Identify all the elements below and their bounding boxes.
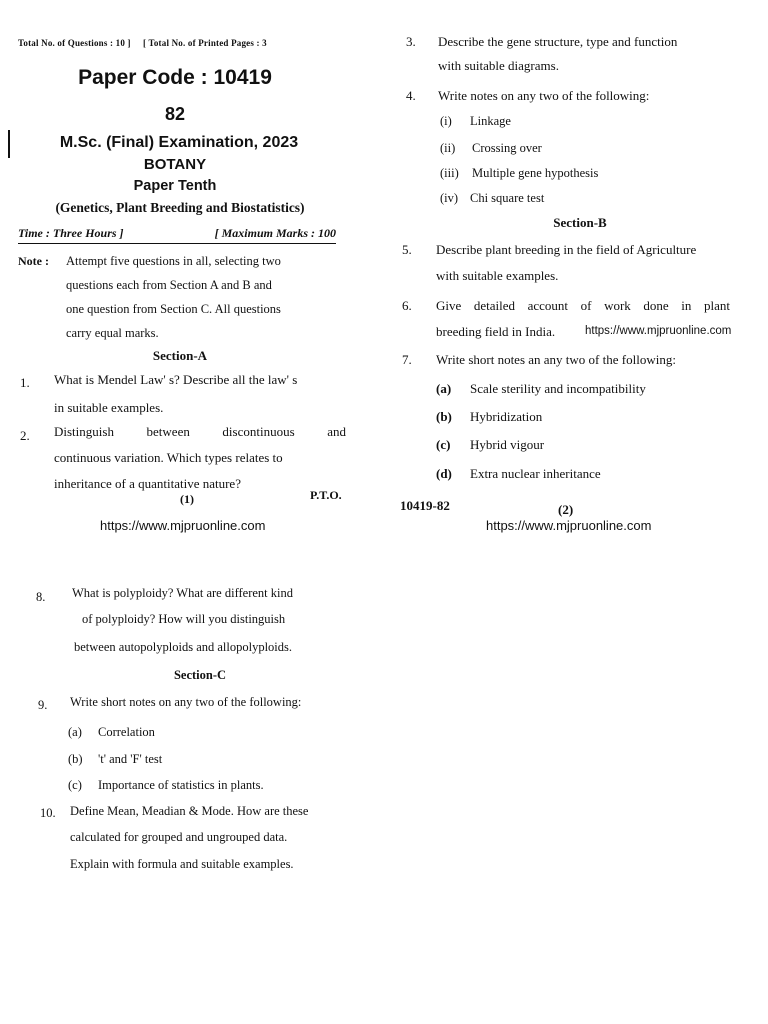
sub-item-label: (a) bbox=[436, 381, 452, 396]
question-10-line: Explain with formula and suitable examples. bbox=[70, 857, 294, 871]
margin-mark bbox=[8, 130, 10, 158]
sub-item-label: (c) bbox=[68, 778, 82, 792]
sub-item-label: (i) bbox=[440, 114, 452, 128]
note-line: one question from Section C. All questions bbox=[66, 302, 281, 316]
total-questions: Total No. of Questions : 10 ] bbox=[18, 38, 131, 48]
section-a-heading: Section-A bbox=[152, 348, 208, 363]
question-number: 9. bbox=[38, 698, 48, 712]
sub-item-text: Crossing over bbox=[472, 141, 542, 155]
question-1-line: in suitable examples. bbox=[54, 400, 164, 415]
question-7-text: Write short notes an any two of the following: bbox=[436, 352, 676, 367]
question-number: 1. bbox=[20, 375, 30, 390]
question-2-line: inheritance of a quantitative nature? bbox=[54, 476, 241, 491]
inline-url[interactable]: https://www.mjpruonline.com bbox=[585, 325, 732, 337]
question-2-line: continuous variation. Which types relates to bbox=[54, 450, 283, 465]
sub-item-text: Multiple gene hypothesis bbox=[472, 166, 599, 180]
sub-item-text: Chi square test bbox=[470, 191, 545, 205]
paper-reference-code: 10419-82 bbox=[400, 498, 450, 513]
maximum-marks: [ Maximum Marks : 100 bbox=[214, 226, 336, 240]
sub-item-label: (b) bbox=[68, 752, 83, 766]
question-1-line: What is Mendel Law' s? Describe all the law' s bbox=[54, 372, 298, 387]
question-number: 10. bbox=[40, 806, 56, 820]
section-c-heading: Section-C bbox=[173, 668, 227, 682]
question-number: 2. bbox=[20, 428, 30, 443]
exam-name: M.Sc. (Final) Examination, 2023 bbox=[59, 134, 299, 151]
question-number: 6. bbox=[402, 298, 412, 313]
question-number: 4. bbox=[406, 88, 416, 103]
sub-item-label: (d) bbox=[436, 466, 452, 481]
question-3-line: with suitable diagrams. bbox=[438, 58, 559, 73]
sub-item-label: (ii) bbox=[440, 141, 456, 155]
question-5-line: with suitable examples. bbox=[436, 268, 559, 283]
sub-item-text: Linkage bbox=[470, 114, 511, 128]
sub-item-label: (c) bbox=[436, 437, 451, 452]
footer-url[interactable]: https://www.mjpruonline.com bbox=[100, 518, 266, 533]
pto-mark: P.T.O. bbox=[310, 488, 342, 502]
sub-item-text: 't' and 'F' test bbox=[98, 752, 163, 766]
paper-code: Paper Code : 10419 bbox=[78, 66, 272, 89]
question-8-line: between autopolyploids and allopolyploids. bbox=[74, 640, 293, 654]
question-10-line: calculated for grouped and ungrouped data. bbox=[70, 830, 288, 844]
question-5-line: Describe plant breeding in the field of Agriculture bbox=[436, 242, 697, 257]
sub-item-text: Hybrid vigour bbox=[470, 437, 545, 452]
page-meta-header bbox=[18, 38, 267, 48]
note-line: questions each from Section A and B and bbox=[66, 278, 272, 292]
paper-number: 82 bbox=[164, 104, 186, 124]
question-number: 3. bbox=[406, 34, 416, 49]
time-allowed: Time : Three Hours ] bbox=[18, 226, 124, 240]
paper-title: Paper Tenth bbox=[133, 178, 217, 194]
question-number: 7. bbox=[402, 352, 412, 367]
question-9-text: Write short notes on any two of the following: bbox=[70, 695, 302, 709]
sub-item-label: (b) bbox=[436, 409, 452, 424]
question-4-text: Write notes on any two of the following: bbox=[438, 88, 650, 103]
subject: BOTANY bbox=[143, 156, 207, 173]
note-line: Attempt five questions in all, selecting two bbox=[66, 254, 281, 268]
question-8-line: of polyploidy? How will you distinguish bbox=[82, 612, 286, 626]
page-number: (2) bbox=[558, 502, 574, 517]
paper-subtitle: (Genetics, Plant Breeding and Biostatistics) bbox=[55, 200, 305, 215]
sub-item-label: (iv) bbox=[440, 191, 459, 205]
question-number: 5. bbox=[402, 242, 412, 257]
section-b-heading: Section-B bbox=[553, 215, 607, 230]
total-printed-pages: [ Total No. of Printed Pages : 3 bbox=[142, 38, 267, 48]
question-6-line: Give detailed account of work done in plant bbox=[436, 298, 730, 313]
question-8-line: What is polyploidy? What are different kind bbox=[72, 586, 294, 600]
question-2-line: Distinguish between discontinuous and bbox=[54, 424, 346, 439]
note-line: carry equal marks. bbox=[66, 326, 159, 340]
sub-item-text: Correlation bbox=[98, 725, 155, 739]
sub-item-text: Scale sterility and incompatibility bbox=[470, 381, 646, 396]
sub-item-text: Importance of statistics in plants. bbox=[98, 778, 264, 792]
question-10-line: Define Mean, Meadian & Mode. How are these bbox=[70, 804, 309, 818]
sub-item-text: Extra nuclear inheritance bbox=[470, 466, 601, 481]
question-number: 8. bbox=[36, 590, 46, 604]
footer-url[interactable]: https://www.mjpruonline.com bbox=[486, 518, 652, 533]
note-label: Note : bbox=[18, 254, 49, 268]
question-6-line: breeding field in India. bbox=[436, 324, 556, 339]
time-marks-row bbox=[18, 226, 336, 244]
sub-item-label: (iii) bbox=[440, 166, 459, 180]
page-number: (1) bbox=[180, 492, 194, 506]
question-3-line: Describe the gene structure, type and function bbox=[438, 34, 678, 49]
sub-item-text: Hybridization bbox=[470, 409, 543, 424]
sub-item-label: (a) bbox=[68, 725, 82, 739]
